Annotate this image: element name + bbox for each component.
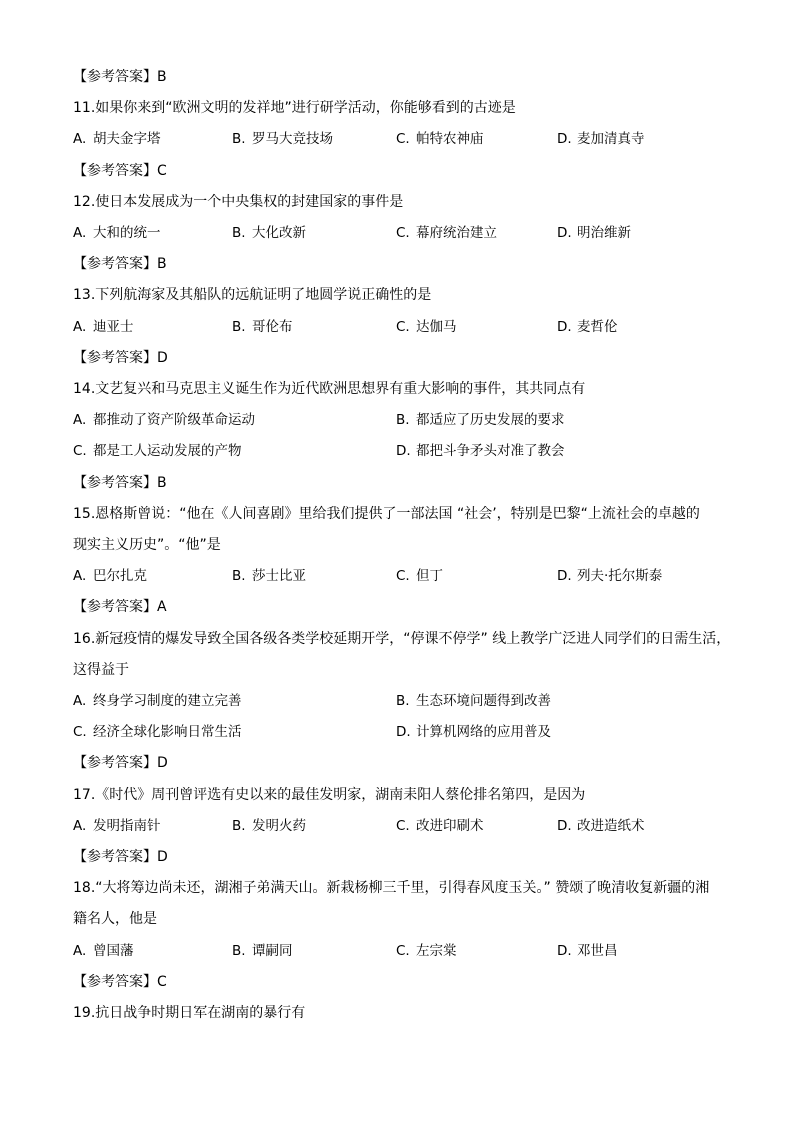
question-stem: 17.《时代》周刊曾评选有史以来的最佳发明家，湖南耒阳人蔡伦排名第四，是因为 — [73, 786, 586, 803]
option-text: 曾国藩 — [93, 942, 134, 959]
option-d — [396, 722, 551, 742]
option-letter: B. — [232, 817, 246, 834]
option-a — [73, 941, 134, 961]
option-b — [396, 691, 551, 711]
option-a — [73, 566, 147, 586]
answer-value: D — [157, 849, 168, 865]
answer-line-10 — [73, 67, 733, 87]
option-a — [73, 223, 161, 243]
question-stem: 现实主义历史”。“他”是 — [73, 537, 221, 553]
option-text: 都把斗争矛头对准了教会 — [416, 443, 565, 460]
option-c — [396, 816, 484, 836]
option-text: 莎士比亚 — [252, 568, 306, 585]
question-stem: 13.下列航海家及其船队的远航证明了地圆学说正确性的是 — [73, 287, 432, 304]
option-text: 麦哲伦 — [577, 318, 618, 335]
option-letter: A. — [73, 225, 87, 241]
answer-value: B — [157, 256, 167, 273]
option-c — [73, 722, 242, 742]
option-letter: B. — [232, 225, 246, 241]
option-text: 都适应了历史发展的要求 — [416, 412, 565, 429]
option-b — [232, 317, 293, 337]
option-text: 迪亚士 — [93, 318, 134, 335]
option-d — [557, 129, 645, 149]
answer-label: 【参考答案】 — [73, 256, 157, 273]
question-stem: 15.恩格斯曾说：“他在《人间喜剧》里给我们提供了一部法国 “社会’，特别是巴黎“上流社会的卓越的 — [73, 505, 700, 522]
option-text: 发明火药 — [252, 817, 306, 834]
answer-value: D — [157, 755, 168, 772]
option-text: 谭嗣同 — [252, 942, 293, 959]
option-text: 终身学习制度的建立完善 — [93, 693, 242, 709]
option-letter: D. — [557, 225, 572, 241]
answer-line — [73, 473, 733, 493]
option-d — [557, 941, 618, 961]
answer-label: 【参考答案】 — [73, 755, 157, 772]
answer-label: 【参考答案】 — [73, 349, 157, 366]
option-letter: A. — [73, 131, 87, 148]
question-stem: 12.使日本发展成为一个中央集权的封建国家的事件是 — [73, 193, 404, 210]
option-letter: A. — [73, 318, 87, 335]
option-b — [232, 129, 333, 149]
answer-label: 【参考答案】 — [73, 599, 157, 616]
answer-line — [73, 972, 733, 992]
option-b — [232, 223, 306, 243]
option-letter: B. — [232, 318, 246, 335]
option-text: 左宗棠 — [416, 942, 457, 959]
option-letter: A. — [73, 568, 87, 585]
option-text: 胡夫金字塔 — [93, 131, 161, 148]
option-letter: C. — [73, 724, 87, 741]
option-text: 经济全球化影响日常生活 — [93, 724, 242, 741]
option-text: 大和的统一 — [93, 225, 161, 241]
option-letter: D. — [557, 131, 572, 148]
option-text: 改进造纸术 — [577, 817, 645, 834]
option-letter: A. — [73, 817, 87, 834]
question-stem: 19.抗日战争时期日军在湖南的暴行有 — [73, 1005, 306, 1021]
option-letter: B. — [232, 942, 246, 959]
option-letter: C. — [396, 318, 410, 335]
option-letter: C. — [396, 568, 410, 585]
option-letter: A. — [73, 412, 87, 429]
option-d — [396, 441, 565, 461]
option-text: 大化改新 — [252, 225, 306, 241]
option-letter: D. — [396, 724, 411, 741]
option-d — [557, 223, 631, 243]
answer-line — [73, 597, 733, 617]
option-letter: D. — [396, 443, 411, 460]
answer-label: 【参考答案】 — [73, 849, 157, 865]
question-stem: 18.“大将筹边尚未还，湖湘子弟满天山。新栽杨柳三千里，引得春风度玉关。” 赞颂了晚清收复新疆的湘 — [73, 880, 710, 897]
option-b — [396, 410, 565, 430]
option-letter: C. — [396, 131, 410, 148]
option-a — [73, 410, 255, 430]
option-letter: B. — [232, 568, 246, 585]
option-text: 巴尔扎克 — [93, 568, 147, 585]
option-c — [396, 129, 484, 149]
question-stem: 14.文艺复兴和马克思主义诞生作为近代欧洲思想界有重大影响的事件，其共同点有 — [73, 381, 586, 397]
option-text: 麦加清真寺 — [577, 131, 645, 148]
option-text: 列夫·托尔斯泰 — [577, 568, 663, 585]
option-b — [232, 566, 306, 586]
option-text: 都是工人运动发展的产物 — [93, 443, 242, 460]
option-text: 哥伦布 — [252, 318, 293, 335]
answer-line — [73, 753, 733, 773]
option-text: 但丁 — [416, 568, 443, 585]
answer-line — [73, 348, 733, 368]
option-letter: C. — [396, 942, 410, 959]
option-d — [557, 317, 618, 337]
option-c — [396, 317, 457, 337]
option-letter: D. — [557, 942, 572, 959]
option-letter: B. — [396, 412, 410, 429]
option-a — [73, 816, 161, 836]
option-text: 帕特农神庙 — [416, 131, 484, 148]
option-letter: B. — [396, 693, 410, 709]
answer-value: B — [157, 69, 167, 85]
option-text: 明治维新 — [577, 225, 631, 241]
answer-value: B — [157, 474, 167, 491]
option-text: 邓世昌 — [577, 942, 618, 959]
answer-line — [73, 254, 733, 274]
option-letter: D. — [557, 568, 572, 585]
answer-label: 【参考答案】 — [73, 973, 157, 990]
option-c — [73, 441, 242, 461]
option-c — [396, 223, 497, 243]
answer-label: 【参考答案】 — [73, 474, 157, 491]
option-letter: B. — [232, 131, 246, 148]
answer-value: A — [157, 599, 167, 616]
option-letter: D. — [557, 318, 572, 335]
option-letter: A. — [73, 693, 87, 709]
option-letter: A. — [73, 942, 87, 959]
question-stem: 这得益于 — [73, 661, 129, 678]
answer-value: D — [157, 349, 168, 366]
option-b — [232, 816, 306, 836]
option-d — [557, 566, 662, 586]
option-c — [396, 941, 457, 961]
option-a — [73, 691, 242, 711]
option-b — [232, 941, 293, 961]
option-letter: C. — [73, 443, 87, 460]
question-stem: 16.新冠疫情的爆发导致全国各级各类学校延期开学，“停课不停学” 线上教学广泛进人同学们的日需生活， — [73, 630, 731, 647]
option-text: 罗马大竞技场 — [252, 131, 333, 148]
answer-label: 【参考答案】 — [73, 69, 157, 85]
question-stem: 11.如果你来到“欧洲文明的发祥地”进行研学活动，你能够看到的古迹是 — [73, 100, 516, 117]
option-text: 改进印刷术 — [416, 817, 484, 834]
answer-label: 【参考答案】 — [73, 162, 157, 179]
option-text: 发明指南针 — [93, 817, 161, 834]
option-text: 生态环境问题得到改善 — [416, 693, 551, 709]
option-letter: C. — [396, 817, 410, 834]
option-text: 达伽马 — [416, 318, 457, 335]
question-stem: 籍名人，他是 — [73, 911, 157, 928]
option-a — [73, 129, 161, 149]
option-text: 幕府统治建立 — [416, 225, 497, 241]
option-a — [73, 317, 134, 337]
option-letter: D. — [557, 817, 572, 834]
answer-line — [73, 847, 733, 867]
option-c — [396, 566, 443, 586]
answer-value: C — [157, 162, 167, 179]
option-text: 计算机网络的应用普及 — [416, 724, 551, 741]
answer-value: C — [157, 973, 167, 990]
answer-line — [73, 161, 733, 181]
option-text: 都推动了资产阶级革命运动 — [93, 412, 255, 429]
option-d — [557, 816, 645, 836]
option-letter: C. — [396, 225, 410, 241]
